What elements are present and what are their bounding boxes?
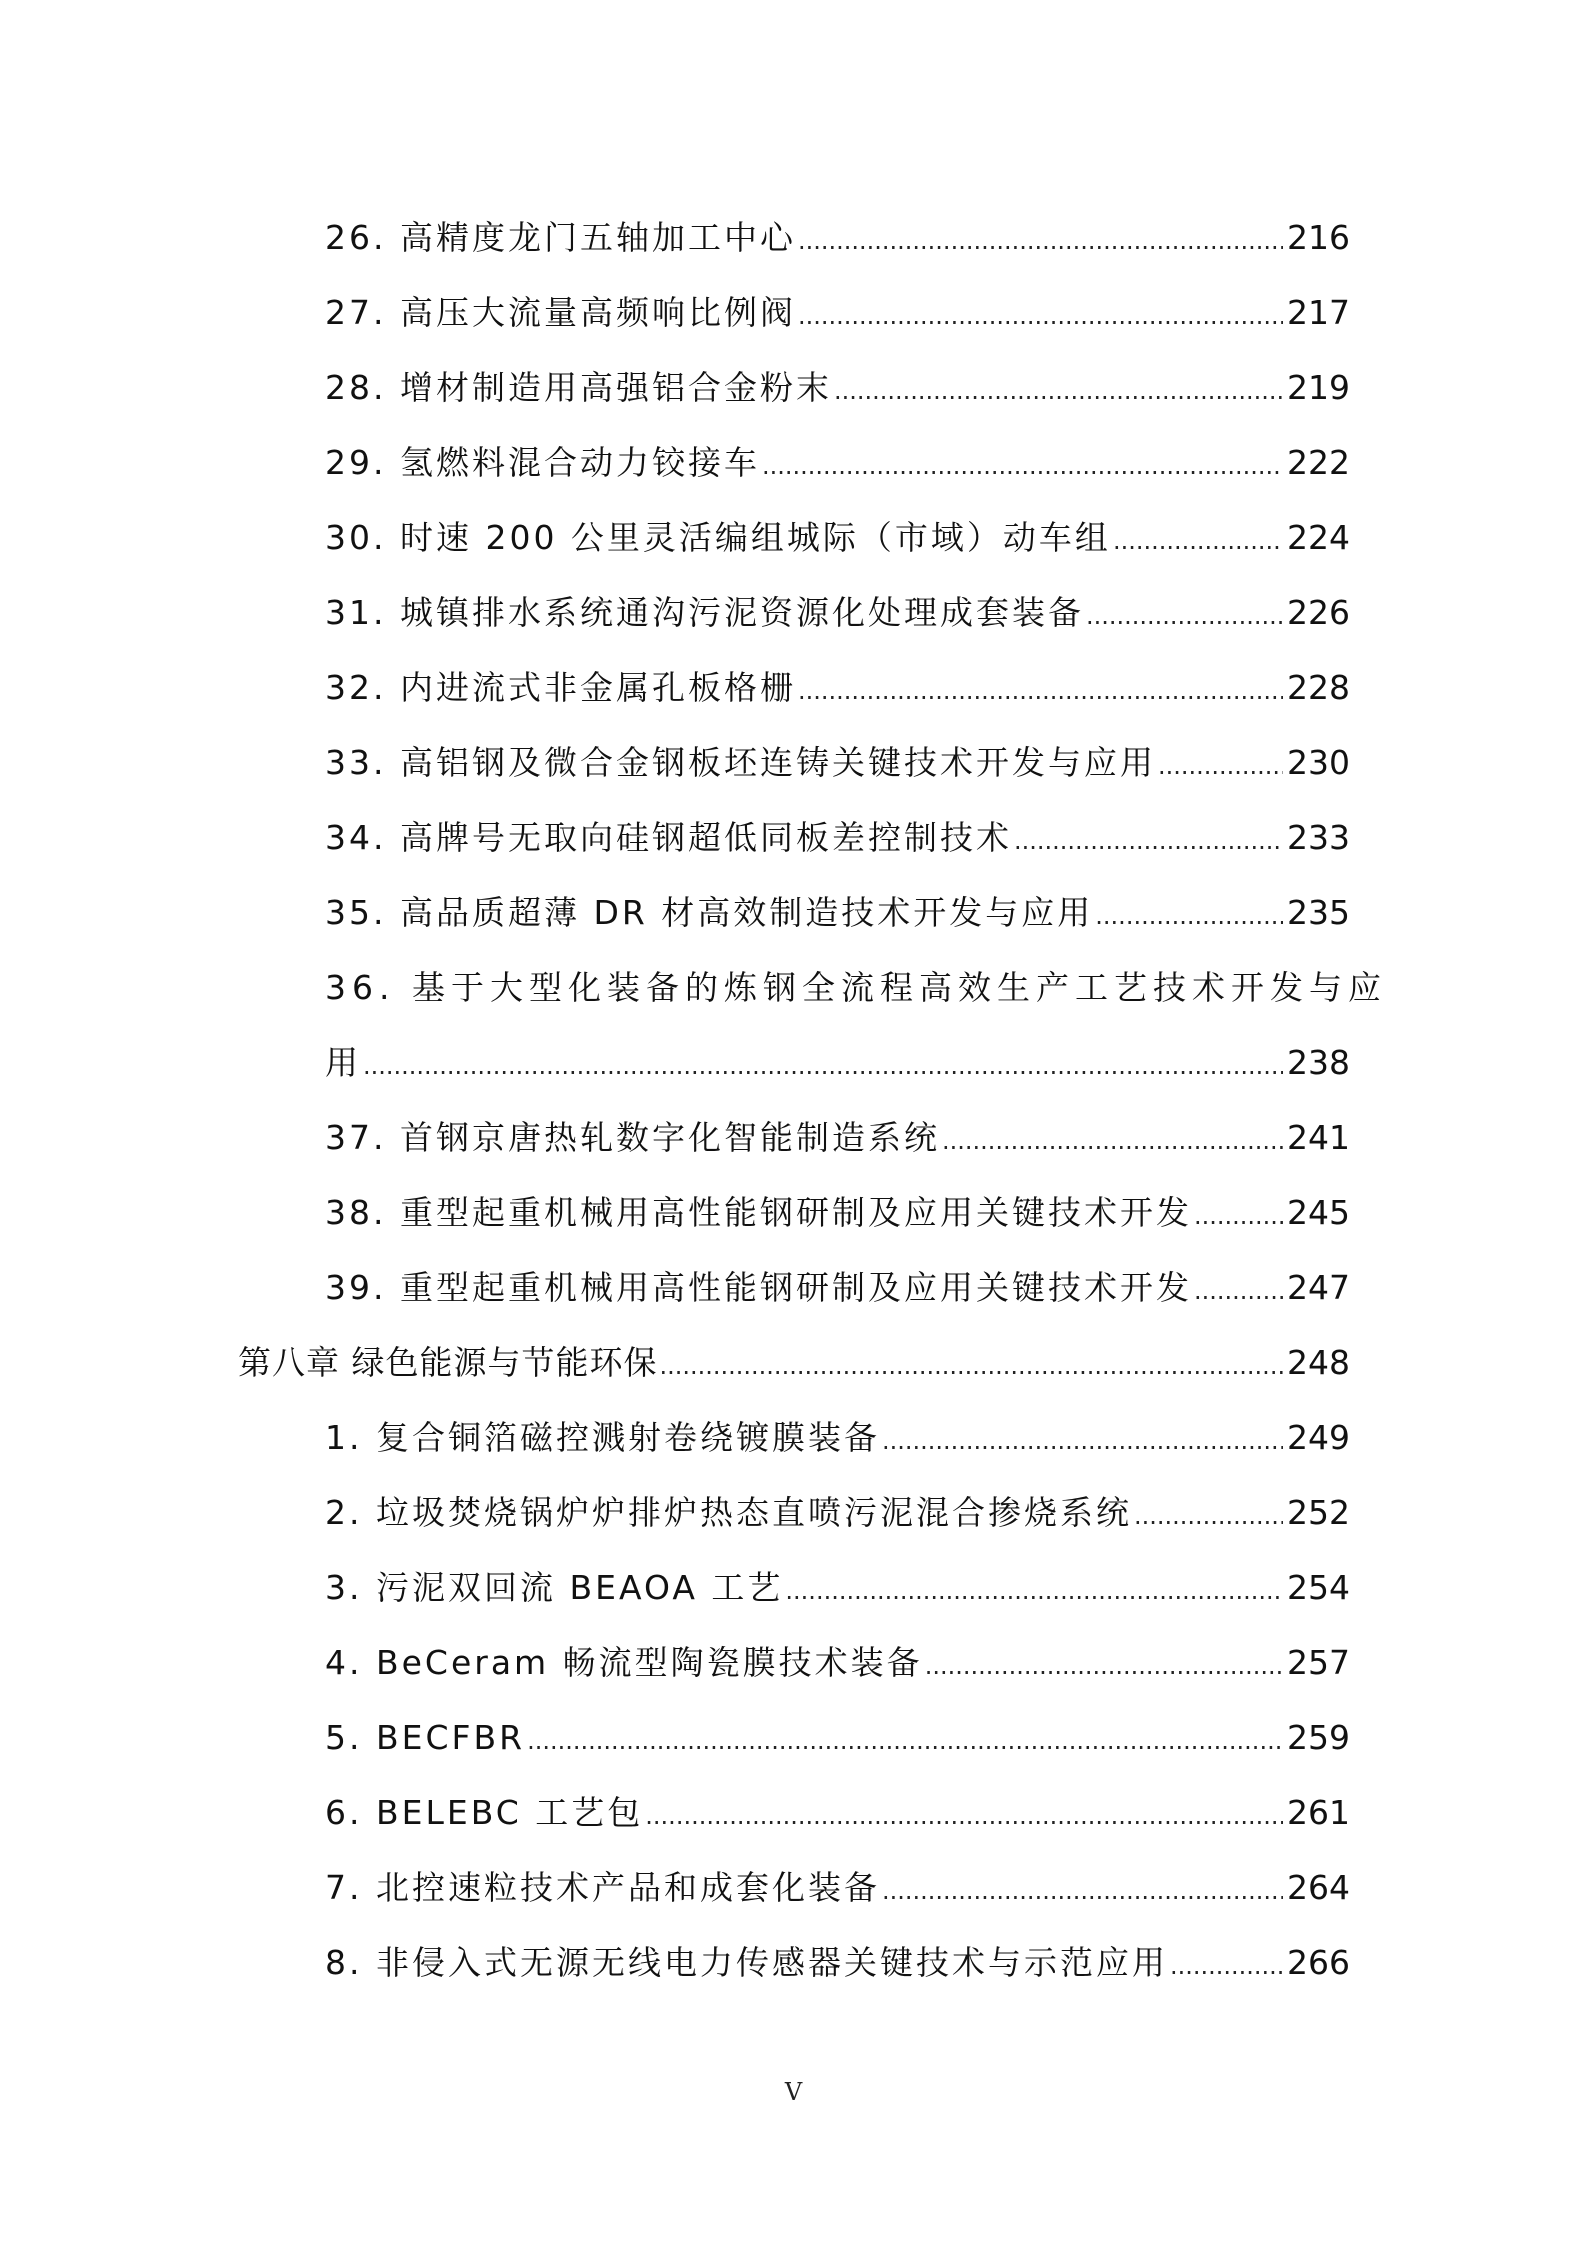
toc-entry-title: 27. 高压大流量高频响比例阀 [325,293,796,332]
toc-entry-title: 37. 首钢京唐热轧数字化智能制造系统 [325,1118,940,1157]
toc-leader-dots [798,669,1283,713]
toc-leader-dots [1014,819,1283,863]
toc-entry-page: 222 [1287,443,1350,482]
toc-leader-dots [925,1644,1283,1688]
toc-entry[interactable] [325,441,1350,485]
toc-leader-dots [1134,1494,1283,1538]
toc-entry[interactable] [325,366,1350,410]
toc-entry-page: 248 [1287,1343,1350,1382]
toc-entry-page: 247 [1287,1268,1350,1307]
toc-entry-title: 28. 增材制造用高强铝合金粉末 [325,368,832,407]
toc-entry[interactable] [325,1116,1350,1160]
toc-entry[interactable] [325,516,1350,560]
toc-entry[interactable] [325,1866,1350,1910]
toc-entry-continuation[interactable] [325,1041,1350,1085]
toc-entry-page: 216 [1287,218,1350,257]
toc-entry-title: 5. BECFBR [325,1718,526,1757]
toc-entry[interactable] [325,1716,1350,1760]
toc-entry-title: 39. 重型起重机械用高性能钢研制及应用关键技术开发 [325,1268,1192,1307]
toc-leader-dots [942,1119,1283,1163]
toc-entry-page: 261 [1287,1793,1350,1832]
toc-entry-title: 29. 氢燃料混合动力铰接车 [325,443,760,482]
page-number: V [784,2078,803,2106]
toc-entry[interactable] [325,1491,1350,1535]
toc-entry-page: 259 [1287,1718,1350,1757]
toc-leader-dots [882,1869,1283,1913]
toc-entry-title: 8. 非侵入式无源无线电力传感器关键技术与示范应用 [325,1943,1168,1982]
toc-entry[interactable] [325,216,1350,260]
toc-entry-title: 6. BELEBC 工艺包 [325,1793,644,1832]
toc-leader-dots [645,1794,1283,1838]
chapter-title: 第八章 绿色能源与节能环保 [238,1343,658,1382]
toc-entry[interactable] [325,1641,1350,1685]
toc-leader-dots [1194,1194,1283,1238]
toc-entry[interactable] [325,1266,1350,1310]
toc-leader-dots [882,1419,1283,1463]
toc-entry-title: 38. 重型起重机械用高性能钢研制及应用关键技术开发 [325,1193,1192,1232]
toc-leader-dots [1095,894,1283,938]
toc-entry-title: 3. 污泥双回流 BEAOA 工艺 [325,1568,784,1607]
toc-entry-page: 249 [1287,1418,1350,1457]
toc-entry-title: 7. 北控速粒技术产品和成套化装备 [325,1868,880,1907]
toc-entry-page: 226 [1287,593,1350,632]
toc-leader-dots [1170,1944,1283,1988]
toc-entry-page: 219 [1287,368,1350,407]
toc-leader-dots [363,1044,1283,1088]
toc-entry-page: 217 [1287,293,1350,332]
toc-entry-title: 26. 高精度龙门五轴加工中心 [325,218,796,257]
toc-entry-title: 35. 高品质超薄 DR 材高效制造技术开发与应用 [325,893,1094,932]
toc-entry-page: 266 [1287,1943,1350,1982]
toc-entry-page: 238 [1287,1043,1350,1082]
toc-entry[interactable] [325,1566,1350,1610]
toc-entry-page: 264 [1287,1868,1350,1907]
toc-entry[interactable] [325,816,1350,860]
toc-leader-dots [785,1569,1283,1613]
toc-entry-page: 228 [1287,668,1350,707]
toc-entry-page: 235 [1287,893,1350,932]
toc-entry-page: 233 [1287,818,1350,857]
toc-entry-title: 2. 垃圾焚烧锅炉炉排炉热态直喷污泥混合掺烧系统 [325,1493,1132,1532]
toc-entry-page: 252 [1287,1493,1350,1532]
toc-leader-dots [762,444,1283,488]
toc-entry-page: 257 [1287,1643,1350,1682]
toc-entry-title: 31. 城镇排水系统通沟污泥资源化处理成套装备 [325,593,1084,632]
toc-entry[interactable] [325,291,1350,335]
toc-entry-page: 245 [1287,1193,1350,1232]
toc-entry[interactable] [325,1191,1350,1235]
toc-leader-dots [660,1344,1284,1388]
toc-entry-title-continuation: 用 [325,1043,361,1082]
toc-leader-dots [798,219,1283,263]
toc-leader-dots [1113,519,1283,563]
toc-entry-page: 230 [1287,743,1350,782]
toc-leader-dots [834,369,1283,413]
toc-entry-title: 36. 基于大型化装备的炼钢全流程高效生产工艺技术开发与应 [325,968,1387,1007]
toc-leader-dots [527,1719,1283,1763]
toc-leader-dots [798,294,1283,338]
toc-entry-title: 1. 复合铜箔磁控溅射卷绕镀膜装备 [325,1418,880,1457]
toc-entry[interactable] [325,1791,1350,1835]
toc-entry-page: 254 [1287,1568,1350,1607]
toc-chapter-heading[interactable] [238,1341,1350,1385]
toc-leader-dots [1086,594,1283,638]
toc-entry-page: 241 [1287,1118,1350,1157]
toc-entry-title: 4. BeCeram 畅流型陶瓷膜技术装备 [325,1643,923,1682]
toc-entry[interactable] [325,666,1350,710]
toc-entry-title: 34. 高牌号无取向硅钢超低同板差控制技术 [325,818,1012,857]
toc-entry-title: 32. 内进流式非金属孔板格栅 [325,668,796,707]
toc-entry[interactable] [325,891,1350,935]
toc-entry-title: 33. 高铝钢及微合金钢板坯连铸关键技术开发与应用 [325,743,1156,782]
toc-entry-wrapped[interactable] [325,966,1387,1010]
toc-entry[interactable] [325,1416,1350,1460]
toc-entry-title: 30. 时速 200 公里灵活编组城际（市域）动车组 [325,518,1111,557]
toc-leader-dots [1158,744,1283,788]
toc-leader-dots [1194,1269,1283,1313]
toc-entry[interactable] [325,741,1350,785]
toc-entry[interactable] [325,591,1350,635]
toc-entry-page: 224 [1287,518,1350,557]
toc-entry[interactable] [325,1941,1350,1985]
